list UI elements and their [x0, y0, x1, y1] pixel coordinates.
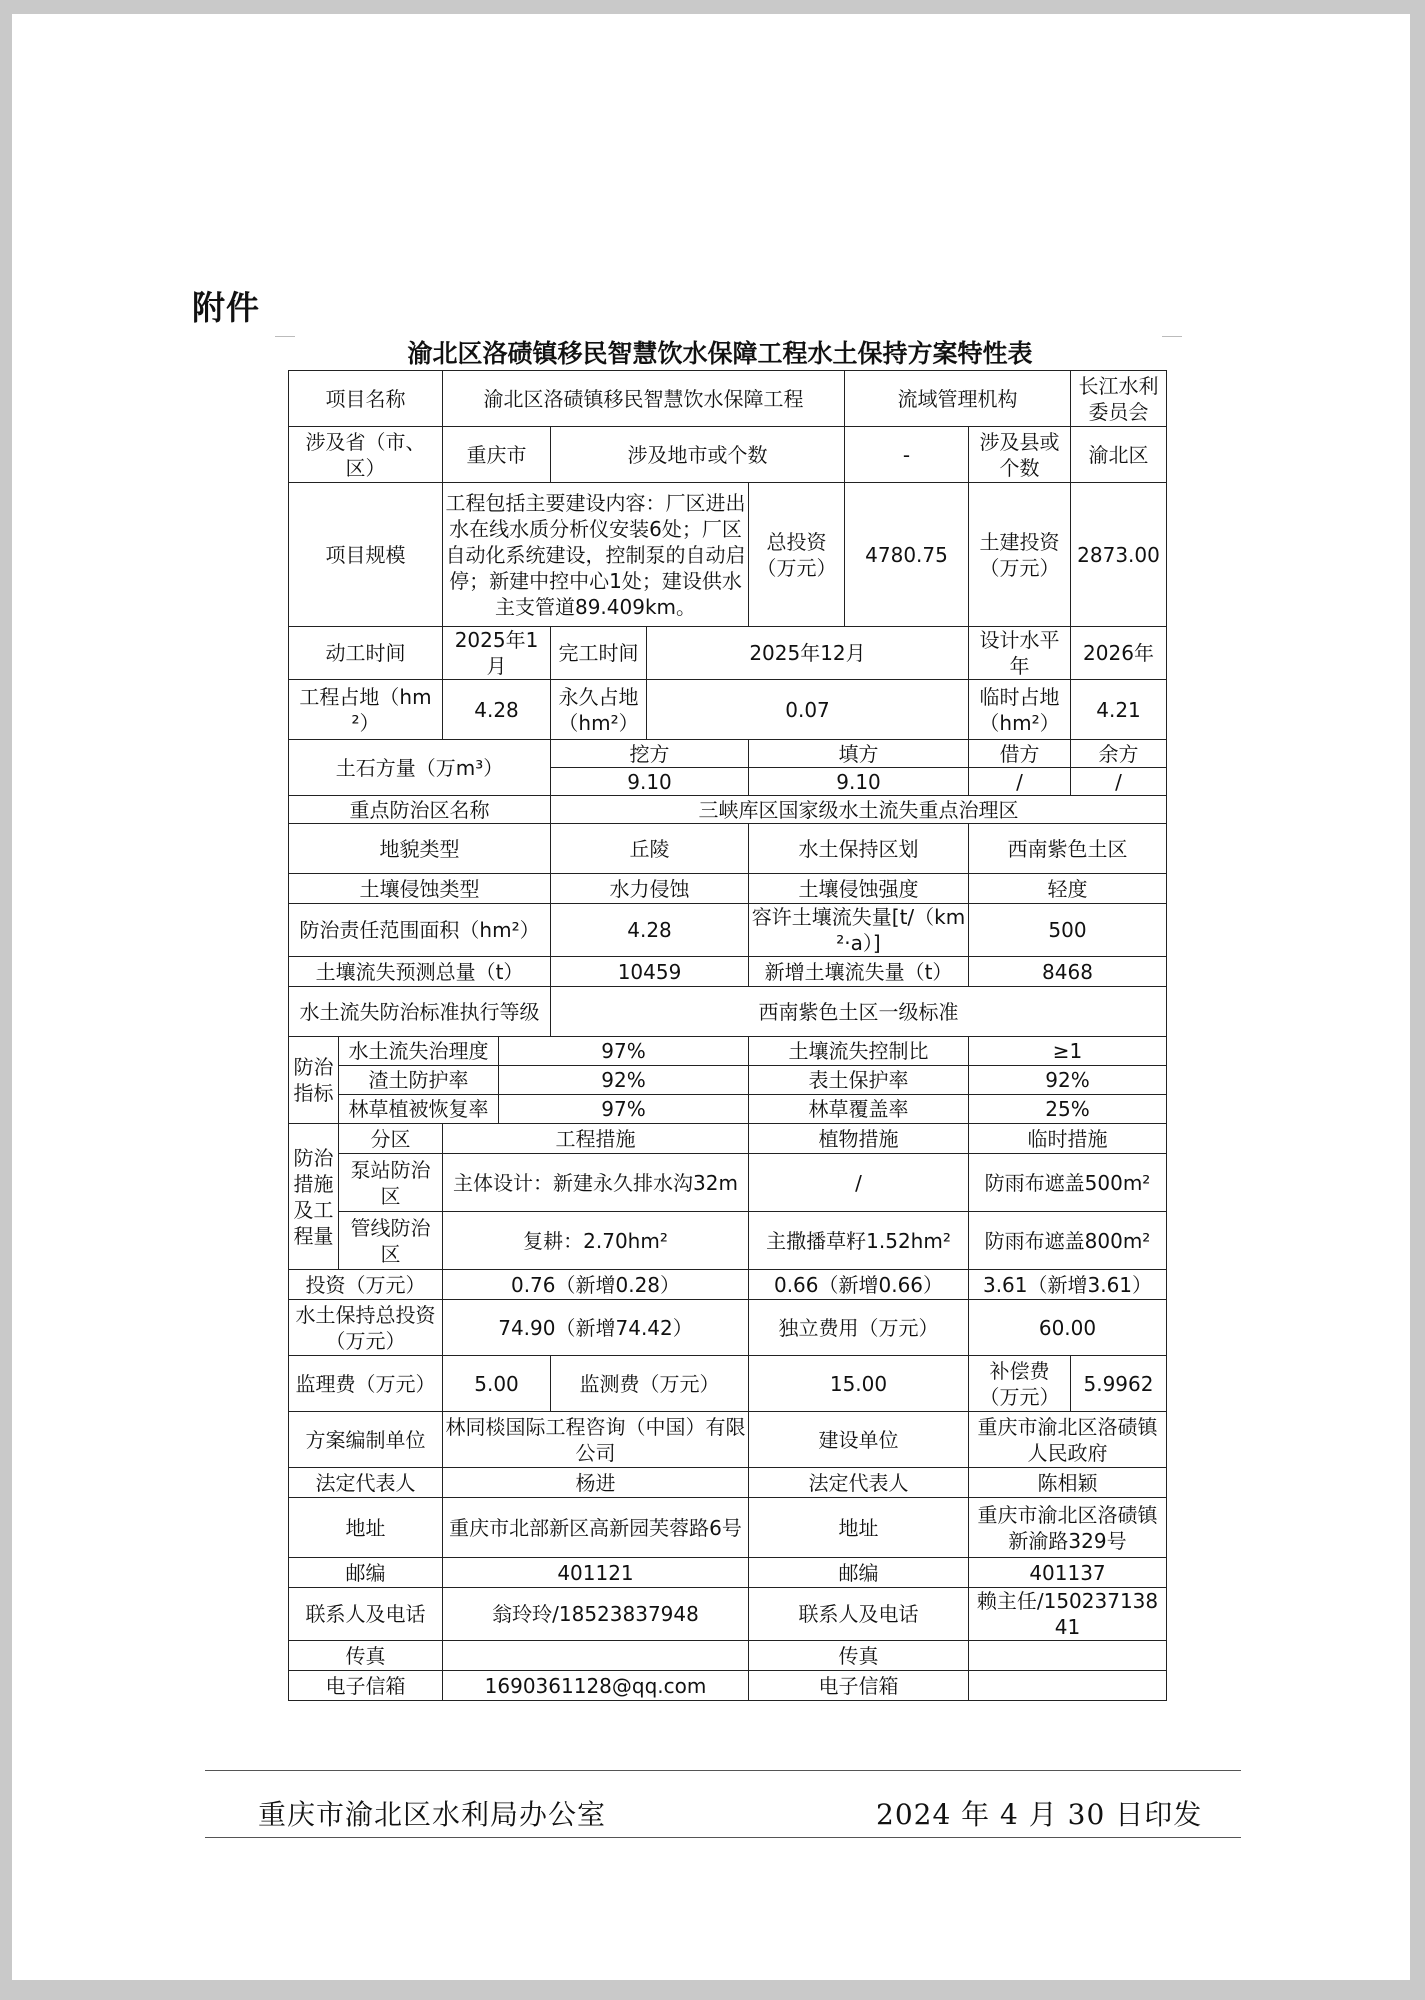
- cell-label: 补偿费（万元）: [969, 1356, 1071, 1412]
- cell-value: 92%: [499, 1066, 749, 1095]
- cell-value: 重庆市渝北区洛碛镇新渝路329号: [969, 1498, 1167, 1558]
- table-row: [289, 740, 1167, 768]
- cell-label: 渣土防护率: [339, 1066, 499, 1095]
- cell-label: 水土保持区划: [749, 824, 969, 874]
- cell-label: 水土流失防治标准执行等级: [289, 987, 551, 1037]
- cell-label: 工程占地（hm²）: [289, 680, 443, 740]
- cell-label: 土壤流失预测总量（t）: [289, 957, 551, 987]
- cell-value: [969, 1671, 1167, 1701]
- cell-label: 水土流失治理度: [339, 1037, 499, 1066]
- cell-label: 临时措施: [969, 1124, 1167, 1154]
- cell-label: 土建投资（万元）: [969, 483, 1071, 627]
- cell-value: 长江水利委员会: [1071, 371, 1167, 427]
- table-title: 渝北区洛碛镇移民智慧饮水保障工程水土保持方案特性表: [407, 339, 1033, 368]
- table-row: [289, 796, 1167, 824]
- cell-value: 重庆市北部新区高新园芙蓉路6号: [443, 1498, 749, 1558]
- cell-value: 林同棪国际工程咨询（中国）有限公司: [443, 1412, 749, 1468]
- table-row: [289, 1588, 1167, 1641]
- cell-group-label: 防治指标: [289, 1037, 339, 1124]
- cell-value: 复耕：2.70hm²: [443, 1212, 749, 1270]
- table-row: [289, 1037, 1167, 1066]
- table-row: [289, 1095, 1167, 1124]
- cell-label: 传真: [289, 1641, 443, 1671]
- characteristics-table: [288, 370, 1167, 1701]
- cell-value: 2025年1月: [443, 627, 551, 680]
- footer-date: 2024 年 4 月 30 日印发: [876, 1798, 1203, 1831]
- cell-label: 投资（万元）: [289, 1270, 443, 1300]
- cell-label: 完工时间: [551, 627, 647, 680]
- cell-value: 97%: [499, 1037, 749, 1066]
- cell-label: 重点防治区名称: [289, 796, 551, 824]
- cell-value: 2873.00: [1071, 483, 1167, 627]
- cell-value: [443, 1641, 749, 1671]
- cell-label: 表土保护率: [749, 1066, 969, 1095]
- cell-value: 401121: [443, 1558, 749, 1588]
- cell-value: 3.61（新增3.61）: [969, 1270, 1167, 1300]
- cell-label: 建设单位: [749, 1412, 969, 1468]
- cell-value: 陈相颖: [969, 1468, 1167, 1498]
- cell-value: 水力侵蚀: [551, 874, 749, 904]
- cell-label: 新增土壤流失量（t）: [749, 957, 969, 987]
- cell-value: 防雨布遮盖500m²: [969, 1154, 1167, 1212]
- cell-value: 8468: [969, 957, 1167, 987]
- cell-value: 赖主任/15023713841: [969, 1588, 1167, 1641]
- cell-value: 丘陵: [551, 824, 749, 874]
- table-row: [289, 427, 1167, 483]
- cell-label: 余方: [1071, 740, 1167, 768]
- cell-value: 1690361128@qq.com: [443, 1671, 749, 1701]
- footer-top-rule: [205, 1770, 1241, 1771]
- cell-label: 邮编: [749, 1558, 969, 1588]
- cell-label: 林草覆盖率: [749, 1095, 969, 1124]
- table-row: [289, 1498, 1167, 1558]
- cell-value: 25%: [969, 1095, 1167, 1124]
- table-row: [289, 904, 1167, 957]
- cell-value: 重庆市: [443, 427, 551, 483]
- cell-label: 电子信箱: [289, 1671, 443, 1701]
- cell-label: 泵站防治区: [339, 1154, 443, 1212]
- cell-label: 地址: [749, 1498, 969, 1558]
- cell-label: 水土保持总投资（万元）: [289, 1300, 443, 1356]
- table-row: [289, 1558, 1167, 1588]
- cell-label: 项目名称: [289, 371, 443, 427]
- cell-value: -: [845, 427, 969, 483]
- cell-value: /: [969, 768, 1071, 796]
- attachment-heading: 附件: [192, 288, 260, 327]
- table-row: [289, 371, 1167, 427]
- cell-label: 电子信箱: [749, 1671, 969, 1701]
- table-row: [289, 987, 1167, 1037]
- cell-value: /: [749, 1154, 969, 1212]
- cell-value: 60.00: [969, 1300, 1167, 1356]
- cell-label: 邮编: [289, 1558, 443, 1588]
- cell-value: 渝北区洛碛镇移民智慧饮水保障工程: [443, 371, 845, 427]
- table-row: [289, 1154, 1167, 1212]
- table-row: [289, 1124, 1167, 1154]
- cell-value: 西南紫色土区一级标准: [551, 987, 1167, 1037]
- cell-label: 监理费（万元）: [289, 1356, 443, 1412]
- cell-value: 5.00: [443, 1356, 551, 1412]
- table-row: [289, 483, 1167, 627]
- cell-label: 土壤流失控制比: [749, 1037, 969, 1066]
- cell-label: 防治责任范围面积（hm²）: [289, 904, 551, 957]
- footer-bottom-rule: [205, 1837, 1241, 1838]
- cell-value: /: [1071, 768, 1167, 796]
- cell-label: 联系人及电话: [749, 1588, 969, 1641]
- cell-value: 主体设计：新建永久排水沟32m: [443, 1154, 749, 1212]
- cell-value: 2026年: [1071, 627, 1167, 680]
- table-row: [289, 680, 1167, 740]
- cell-label: 挖方: [551, 740, 749, 768]
- cell-value: 翁玲玲/18523837948: [443, 1588, 749, 1641]
- table-row: [289, 957, 1167, 987]
- cell-label: 独立费用（万元）: [749, 1300, 969, 1356]
- cell-label: 借方: [969, 740, 1071, 768]
- cell-value: 9.10: [551, 768, 749, 796]
- table-row: [289, 1412, 1167, 1468]
- cell-label: 土壤侵蚀强度: [749, 874, 969, 904]
- cell-value: [969, 1641, 1167, 1671]
- cell-label: 涉及地市或个数: [551, 427, 845, 483]
- cell-label: 管线防治区: [339, 1212, 443, 1270]
- cell-label: 分区: [339, 1124, 443, 1154]
- cell-label: 动工时间: [289, 627, 443, 680]
- cell-label: 传真: [749, 1641, 969, 1671]
- cell-value: 4.28: [551, 904, 749, 957]
- footer-office: 重庆市渝北区水利局办公室: [258, 1798, 607, 1831]
- cell-value: 4.28: [443, 680, 551, 740]
- table-row: [289, 1066, 1167, 1095]
- cell-value: 渝北区: [1071, 427, 1167, 483]
- cell-value: ≥1: [969, 1037, 1167, 1066]
- table-row: [289, 824, 1167, 874]
- cell-label: 地址: [289, 1498, 443, 1558]
- cell-value: 0.66（新增0.66）: [749, 1270, 969, 1300]
- cell-label: 涉及省（市、区）: [289, 427, 443, 483]
- cell-label: 填方: [749, 740, 969, 768]
- cell-label: 涉及县或个数: [969, 427, 1071, 483]
- cell-label: 植物措施: [749, 1124, 969, 1154]
- cell-label: 总投资（万元）: [749, 483, 845, 627]
- cell-label: 项目规模: [289, 483, 443, 627]
- cell-label: 流域管理机构: [845, 371, 1071, 427]
- cell-label: 林草植被恢复率: [339, 1095, 499, 1124]
- cell-value: 0.76（新增0.28）: [443, 1270, 749, 1300]
- cell-value: 主撒播草籽1.52hm²: [749, 1212, 969, 1270]
- cell-value: 重庆市渝北区洛碛镇人民政府: [969, 1412, 1167, 1468]
- cell-value: 10459: [551, 957, 749, 987]
- cell-value: 5.9962: [1071, 1356, 1167, 1412]
- table-row: [289, 627, 1167, 680]
- cell-value: 92%: [969, 1066, 1167, 1095]
- cell-value: 防雨布遮盖800m²: [969, 1212, 1167, 1270]
- cell-label: 联系人及电话: [289, 1588, 443, 1641]
- cell-value: 9.10: [749, 768, 969, 796]
- cell-value: 97%: [499, 1095, 749, 1124]
- cell-value: 三峡库区国家级水土流失重点治理区: [551, 796, 1167, 824]
- cell-label: 临时占地（hm²）: [969, 680, 1071, 740]
- cell-value: 74.90（新增74.42）: [443, 1300, 749, 1356]
- cell-value: 401137: [969, 1558, 1167, 1588]
- cell-label: 土壤侵蚀类型: [289, 874, 551, 904]
- cell-value: 0.07: [647, 680, 969, 740]
- table-row: [289, 1641, 1167, 1671]
- cell-value: 工程包括主要建设内容：厂区进出水在线水质分析仪安装6处；厂区自动化系统建设，控制泵的自动启停；新建中控中心1处；建设供水主支管道89.409km。: [443, 483, 749, 627]
- cell-value: 2025年12月: [647, 627, 969, 680]
- cell-label: 监测费（万元）: [551, 1356, 749, 1412]
- cell-group-label: 防治措施及工程量: [289, 1124, 339, 1270]
- cell-label: 永久占地（hm²）: [551, 680, 647, 740]
- cell-value: 500: [969, 904, 1167, 957]
- cell-value: 轻度: [969, 874, 1167, 904]
- cell-label: 设计水平年: [969, 627, 1071, 680]
- table-row: [289, 1356, 1167, 1412]
- cell-value: 西南紫色土区: [969, 824, 1167, 874]
- cell-label: 法定代表人: [289, 1468, 443, 1498]
- table-row: [289, 874, 1167, 904]
- cell-label: 工程措施: [443, 1124, 749, 1154]
- table-row: [289, 1300, 1167, 1356]
- cell-value: 4780.75: [845, 483, 969, 627]
- cell-label: 法定代表人: [749, 1468, 969, 1498]
- cell-label: 方案编制单位: [289, 1412, 443, 1468]
- table-row: [289, 1468, 1167, 1498]
- table-row: [289, 1212, 1167, 1270]
- table-row: [289, 1270, 1167, 1300]
- cell-label: 地貌类型: [289, 824, 551, 874]
- table-row: [289, 1671, 1167, 1701]
- cell-label: 土石方量（万m³）: [289, 740, 551, 796]
- cell-value: 15.00: [749, 1356, 969, 1412]
- cell-label: 容许土壤流失量[t/（km²·a）]: [749, 904, 969, 957]
- cell-value: 杨进: [443, 1468, 749, 1498]
- cell-value: 4.21: [1071, 680, 1167, 740]
